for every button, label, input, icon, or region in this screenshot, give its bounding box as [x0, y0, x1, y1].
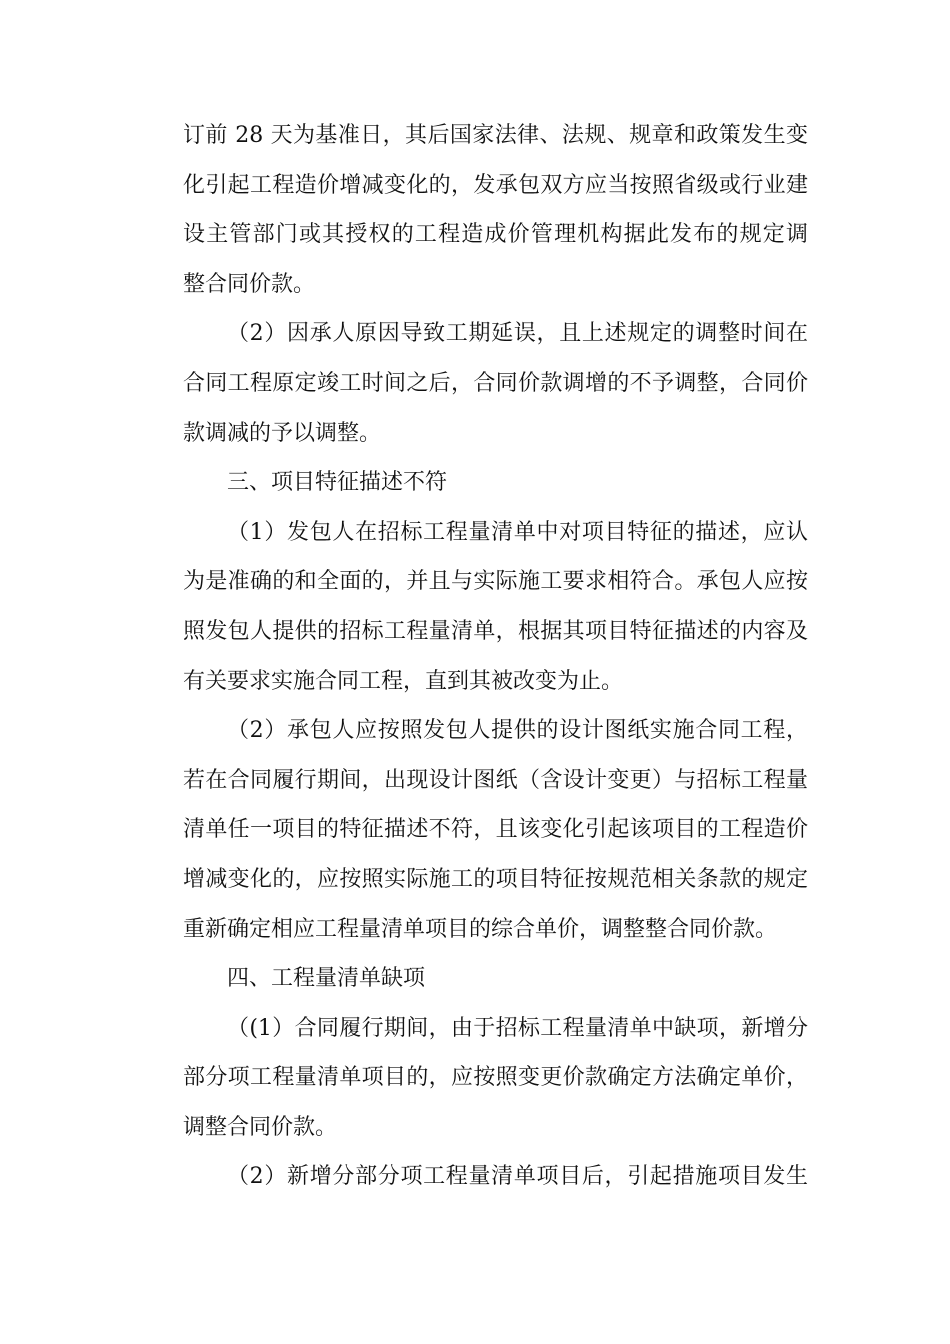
- section-heading: 三、项目特征描述不符: [227, 470, 448, 496]
- section-heading: 四、工程量清单缺项: [227, 966, 426, 992]
- text-line: 整合同价款。: [183, 271, 316, 297]
- text-line: 清单任一项目的特征描述不符，且该变化引起该项目的工程造价: [183, 817, 808, 843]
- text-line: 照发包人提供的招标工程量清单，根据其项目特征描述的内容及: [183, 618, 808, 644]
- paragraph-first-line: （2）因承人原因导致工期延误，且上述规定的调整时间在: [227, 321, 808, 347]
- text-line: 调整合同价款。: [183, 1114, 338, 1140]
- text-line: 重新确定相应工程量清单项目的综合单价，调整整合同价款。: [183, 916, 778, 942]
- text-line: 为是准确的和全面的，并且与实际施工要求相符合。承包人应按: [183, 569, 808, 595]
- text-line: 若在合同履行期间，出现设计图纸（含设计变更）与招标工程量: [183, 767, 808, 793]
- text-line: 增减变化的，应按照实际施工的项目特征按规范相关条款的规定: [183, 866, 808, 892]
- text-line: 合同工程原定竣工时间之后，合同价款调增的不予调整，合同价: [183, 370, 808, 396]
- paragraph-first-line: （(1）合同履行期间，由于招标工程量清单中缺项，新增分: [227, 1015, 808, 1041]
- text-line: 化引起工程造价增减变化的，发承包双方应当按照省级或行业建: [183, 172, 808, 198]
- text-line: 订前 28 天为基准日，其后国家法律、法规、规章和政策发生变: [183, 123, 808, 148]
- text-line: 款调减的予以调整。: [183, 420, 382, 446]
- paragraph-first-line: （1）发包人在招标工程量清单中对项目特征的描述，应认: [227, 519, 808, 545]
- paragraph-first-line: （2）承包人应按照发包人提供的设计图纸实施合同工程，: [227, 718, 808, 744]
- text-line: 设主管部门或其授权的工程造成价管理机构据此发布的规定调: [183, 222, 808, 248]
- text-line: 有关要求实施合同工程，直到其被改变为止。: [183, 668, 624, 694]
- paragraph-first-line: （2）新增分部分项工程量清单项目后，引起措施项目发生: [227, 1164, 808, 1190]
- text-line: 部分项工程量清单项目的，应按照变更价款确定方法确定单价，: [183, 1065, 808, 1091]
- document-body: [183, 111, 808, 1202]
